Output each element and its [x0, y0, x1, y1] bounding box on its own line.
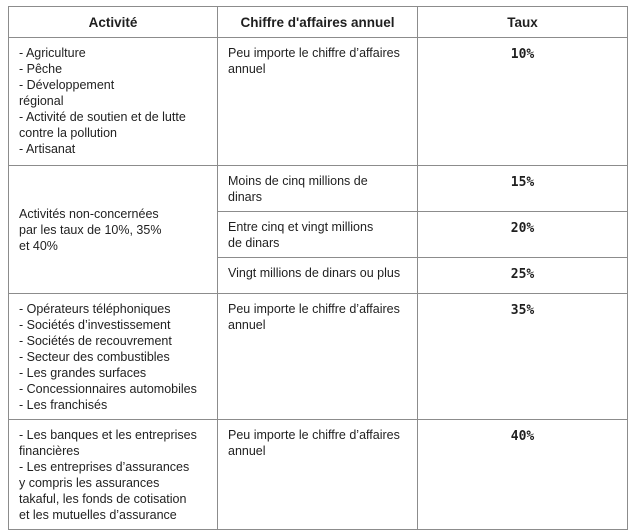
- revenue-text: Peu importe le chiffre d’affaires annuel: [228, 46, 400, 76]
- table-row: [9, 38, 628, 166]
- rate-cell: [418, 294, 628, 420]
- rate-cell: [418, 166, 628, 212]
- header-revenue: Chiffre d'affaires annuel: [218, 7, 418, 38]
- rate-cell: [418, 38, 628, 166]
- activity-cell: [9, 294, 218, 420]
- revenue-cell: [218, 294, 418, 420]
- rate-cell: [418, 258, 628, 294]
- table-row: [9, 420, 628, 530]
- rate-value: 10%: [510, 47, 535, 62]
- revenue-cell: [218, 420, 418, 530]
- activity-cell: [9, 166, 218, 294]
- rate-cell: [418, 420, 628, 530]
- activity-cell: [9, 38, 218, 166]
- revenue-cell: [218, 212, 418, 258]
- table-header-row: [9, 7, 628, 38]
- revenue-text: Peu importe le chiffre d’affaires annuel: [228, 428, 400, 458]
- activity-text: Activités non-concernées par les taux de 10%, 35% et 40%: [19, 207, 162, 253]
- revenue-text: Moins de cinq millions de dinars: [228, 174, 368, 204]
- table-row: [9, 166, 628, 212]
- revenue-cell: [218, 38, 418, 166]
- revenue-text: Vingt millions de dinars ou plus: [228, 266, 401, 280]
- activity-text: - Agriculture - Pêche - Développement régional - Activité de soutien et de lutte contre la pollution - Artisanat: [19, 46, 186, 156]
- table-row: [9, 294, 628, 420]
- rate-value: 40%: [510, 429, 535, 444]
- revenue-cell: [218, 166, 418, 212]
- rate-value: 35%: [510, 303, 535, 318]
- activity-text: - Les banques et les entreprises financières - Les entreprises d’assurances y compris les assurances takaful, les fonds de cotisation et les mutuelles d’assurance: [19, 428, 197, 522]
- header-activity: Activité: [9, 7, 218, 38]
- activity-text: - Opérateurs téléphoniques - Sociétés d’investissement - Sociétés de recouvrement - Secteur des combustibles - Les grandes surfaces - Concessionnaires automobiles - Les franchisés: [19, 302, 197, 412]
- rate-cell: [418, 212, 628, 258]
- rate-value: 15%: [510, 175, 535, 190]
- header-rate: Taux: [418, 7, 628, 38]
- activity-cell: [9, 420, 218, 530]
- revenue-text: Peu importe le chiffre d’affaires annuel: [228, 302, 400, 332]
- rate-value: 20%: [510, 221, 535, 236]
- tax-rate-table: [8, 6, 628, 530]
- rate-value: 25%: [510, 267, 535, 282]
- revenue-cell: [218, 258, 418, 294]
- revenue-text: Entre cinq et vingt millions de dinars: [228, 220, 374, 250]
